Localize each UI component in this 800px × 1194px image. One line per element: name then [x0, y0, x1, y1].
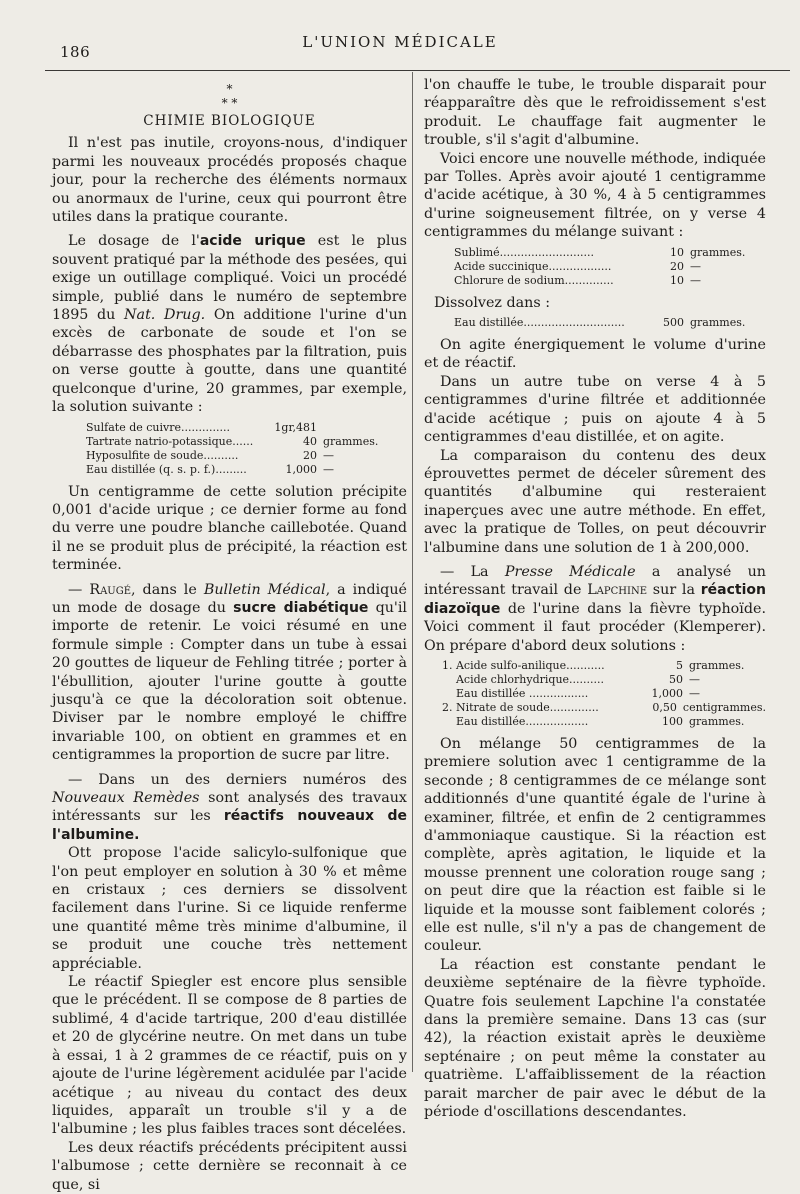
header-rule	[45, 70, 790, 71]
paragraph-spiegler: Le réactif Spiegler est encore plus sensible que le précédent. Il se compose de 8 parties de sublimé, 4 d'acide tartrique, 200 d'eau distillée et 20 de glycérine neutre. On met dans un tube à essai, 1 à 2 grammes de ce réactif, puis on y ajoute de l'urine légèrement acidulée par l'acide acétique ; au niveau du contact des deux liquides, apparaît un trouble s'il y a de l'albumine ; les plus faibles traces sont décelées.	[52, 974, 407, 1138]
text-run: On additione l'urine d'un excès de carbonate de soude et l'on se débarrasse des phosphates par la filtration, puis on verse goutte à goutte, dans une quantité quelconque d'urine, 20 grammes, par exemple, la solution suivante :	[52, 307, 407, 416]
paragraph-melange: On mélange 50 centigrammes de la premiere solution avec 1 centigramme de la seconde ; 8 centigrammes de ce mélange sont additionnés d'une quantité égale de l'urine à examiner, filtrée, et enfin de 2 centigrammes d'ammoniaque caustique. Si la réaction est complète, après agitation, le liquide et la mousse prennent une coloration rouge sang ; on peut dire que la réaction est faible si le liquide et la mousse sont faiblement colorés ; elle est nulle, s'il n'y a pas de changement de couleur.	[424, 735, 766, 955]
recipe-row: Acide chlorhydrique.......... 50 —	[442, 672, 700, 686]
label-dissolvez: Dissolvez dans :	[434, 294, 551, 311]
section-asterism: * * *	[221, 82, 238, 110]
running-title: L'UNION MÉDICALE	[302, 33, 498, 51]
paragraph-tolles: Voici encore une nouvelle méthode, indiquée par Tolles. Après avoir ajouté 1 centigramme d'acide acétique, à 30 %, 4 à 5 centigrammes d'urine soigneusement filtrée, on y verse 4 centigrammes du mélange suivant :	[424, 150, 766, 241]
citation-nouveaux-remedes: Nouveaux Remèdes	[52, 790, 200, 806]
recipe-row: Sulfate de cuivre.............. 1gr,481	[86, 420, 317, 434]
recipe-table-acide-urique	[86, 421, 407, 477]
citation-bulletin-medical: Bulletin Médical	[203, 581, 326, 598]
citation-nat-drug: Nat. Drug.	[124, 307, 206, 324]
paragraph-chauffage: l'on chauffe le tube, le trouble disparait pour réapparaître dès que le refroidissement s'est produit. Le chauffage fait augmenter le trouble, s'il s'agit d'albumine.	[424, 77, 766, 149]
author-lapchine: Lapchine	[587, 582, 648, 599]
paragraph-agite: On agite énergiquement le volume d'urine et de réactif.	[424, 337, 766, 372]
text-run: Le dosage de l'	[68, 233, 200, 250]
recipe-row: Hyposulfite de soude.......... 20 —	[86, 448, 334, 462]
paragraph-autre-tube: Dans un autre tube on verse 4 à 5 centigrammes d'urine filtrée et additionnée d'acide acétique ; puis on ajoute 4 à 5 centigrammes d'eau distillée, et on agite.	[424, 373, 766, 446]
paragraph-constance: La réaction est constante pendant le deuxième septénaire de la fièvre typhoïde. Quatre fois seulement Lapchine l'a constatée dans la première semaine. Dans 13 cas (sur 42), la réaction existait après le deuxième septénaire ; on peut même la constater au quatrième. L'affaiblissement de la réaction parait marcher de pair avec le début de la période d'oscillations descendantes.	[424, 956, 766, 1121]
paragraph-ott: Ott propose l'acide salicylo-sulfonique que l'on peut employer en solution à 30 % et même en cristaux ; ces derniers se dissolvent facilement dans l'urine. Si ce liquide renferme une quantité même très minime d'albumine, il se produit une couche très nettement appréciable.	[52, 845, 407, 972]
paragraph-acide-urique	[52, 232, 407, 416]
paragraph-comparaison: La comparaison du contenu des deux éprouvettes permet de déceler sûrement des quantités d'albumine qui resteraient inaperçues avec une autre méthode. En effet, avec la pratique de Tolles, on peut découvrir l'albumine dans une solution de 1 à 200,000.	[424, 447, 766, 556]
recipe-row: Sublimé........................... 10 grammes.	[454, 245, 746, 259]
recipe-row: Chlorure de sodium.............. 10 —	[454, 273, 701, 287]
left-column	[52, 76, 407, 1194]
page-number: 186	[60, 43, 91, 61]
keyword-reactifs-albumine: réactifs nouveaux de l'albumine.	[52, 808, 407, 843]
citation-presse-medicale: Presse Médicale	[504, 563, 636, 580]
text-run: est le plus souvent pratiqué par la méthode des pesées, qui exige un outillage compliqué. Voici un procédé simple, publié dans le numéro de septembre 1895 du	[52, 233, 407, 324]
recipe-row: Eau distillée............................. 500 grammes.	[454, 316, 746, 330]
recipe-row: 2. Nitrate de soude.............. 0,50 centigrammes.	[442, 700, 766, 714]
recipe-row: Tartrate natrio-potassique...... 40 grammes.	[86, 434, 379, 448]
recipe-row: Acide succinique.................. 20 —	[454, 259, 701, 273]
paragraph-reaction-diazoique: — La Presse Médicale a analysé un intéressant travail de Lapchine sur la réaction diazoïque de l'urine dans la fièvre typhoïde. Voici comment il faut procéder (Klemperer). On prépare d'abord deux solutions :	[424, 563, 767, 654]
recipe-table-diazo	[442, 659, 766, 729]
keyword-reaction-diazoique: réaction diazoïque	[424, 582, 767, 617]
keyword-acide-urique: acide urique	[199, 233, 306, 250]
paragraph-albumose: Les deux réactifs précédents précipitent aussi l'albumose ; cette dernière se reconnait à ce que, si	[52, 1139, 407, 1193]
recipe-row: Eau distillée ................. 1,000 —	[442, 686, 700, 700]
keyword-sucre-diabetique: sucre diabétique	[233, 599, 369, 616]
recipe-row: Eau distillée.................. 100 grammes.	[442, 714, 745, 728]
paragraph-reactifs-albumine: — Dans un des derniers numéros des Nouveaux Remèdes sont analysés des travaux intéressants sur les réactifs nouveaux de l'albumine.	[52, 771, 407, 843]
recipe-table-dissolvant	[454, 316, 766, 330]
right-column	[424, 76, 766, 1122]
recipe-row: 1. Acide sulfo-anilique........... 5 grammes.	[442, 658, 745, 672]
column-divider	[412, 72, 413, 1072]
recipe-table-tolles	[454, 246, 766, 288]
section-title: CHIMIE BIOLOGIQUE	[143, 113, 316, 129]
paragraph-sucre-diabetique: — Raugé, dans le Bulletin Médical, a indiqué un mode de dosage du sucre diabétique qu'il importe de retenir. Le voici résumé en une formule simple : Compter dans un tube à essai 20 gouttes de liqueur de Fehling titrée ; porter à l'ébullition, ajouter l'urine goutte à goutte jusqu'à ce que la décoloration soit obtenue. Diviser par le nombre employé le chiffre invariable 100, on obtient en grammes et en centigrammes la proportion de sucre par litre.	[52, 581, 408, 764]
paragraph-precipite: Un centigramme de cette solution précipite 0,001 d'acide urique ; ce dernier forme au fond du verre une poudre blanche caillebotée. Quand il ne se produit plus de précipité, la réaction est terminée.	[52, 483, 407, 574]
author-rauge: Raugé	[89, 581, 132, 598]
recipe-row: Eau distillée (q. s. p. f.)......... 1,000 —	[86, 462, 334, 476]
paragraph-intro: Il n'est pas inutile, croyons-nous, d'indiquer parmi les nouveaux procédés proposés chaque jour, pour la recherche des éléments normaux ou anormaux de l'urine, ceux qui pourront être utiles dans la pratique courante.	[52, 135, 407, 226]
